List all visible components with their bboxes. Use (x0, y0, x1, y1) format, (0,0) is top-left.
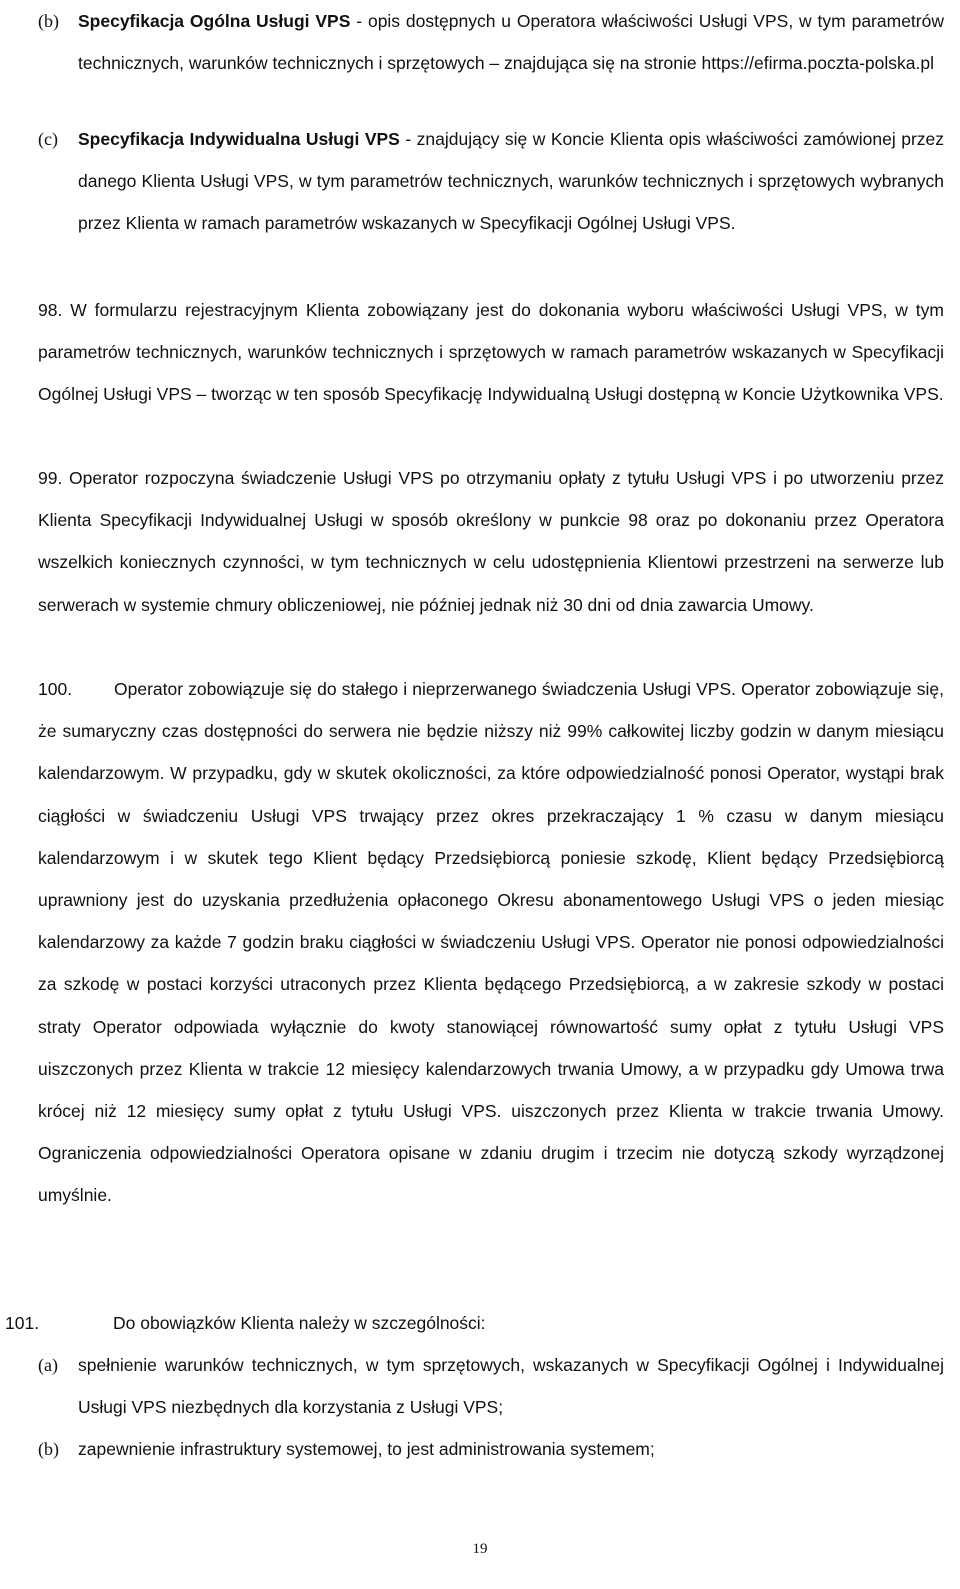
item-label: (b) (38, 11, 59, 31)
paragraph-text: W formularzu rejestracyjnym Klienta zobowiązany jest do dokonania wyboru właściwości Usługi VPS, w tym parametrów technicznych, warunków technicznych i sprzętowych w ramach parametrów wskazanych w Specyfikacji Ogólnej Usługi VPS – tworząc w ten sposób Specyfikację Indywidualną Usługi dostępną w Koncie Użytkownika VPS. (38, 300, 944, 405)
term-title: Specyfikacja Ogólna Usługi VPS (78, 11, 351, 31)
paragraph-number: 101. (5, 1313, 40, 1333)
definition-c (38, 118, 944, 245)
definition-b (38, 0, 944, 84)
definition-text: - opis dostępnych u Operatora właściwości Usługi VPS, w tym parametrów technicznych, warunków technicznych i sprzętowych – znajdująca się na stronie https://efirma.poczta-polska.pl (78, 11, 944, 74)
obligation-b (38, 1428, 944, 1470)
definition-text: - znajdujący się w Koncie Klienta opis właściwości zamówionej przez danego Klienta Usługi VPS, w tym parametrów technicznych, warunków technicznych i sprzętowych wybranych przez Klienta w ramach parametrów wskazanych w Specyfikacji Ogólnej Usługi VPS. (78, 129, 945, 234)
paragraph-99 (38, 457, 944, 626)
paragraph-number: 99. (38, 468, 63, 488)
paragraph-number: 98. (38, 300, 63, 320)
paragraph-text: Operator rozpoczyna świadczenie Usługi VPS po otrzymaniu opłaty z tytułu Usługi VPS i po utworzeniu przez Klienta Specyfikacji Indywidualnej Usługi w sposób określony w punkcie 98 oraz po dokonaniu przez Operatora wszelkich koniecznych czynności, w tym technicznych w celu udostępnienia Klientowi przestrzeni na serwerze lub serwerach w systemie chmury obliczeniowej, nie później jednak niż 30 dni od dnia zawarcia Umowy. (38, 468, 944, 615)
term-title: Specyfikacja Indywidualna Usługi VPS (78, 129, 400, 149)
paragraph-text: Operator zobowiązuje się do stałego i nieprzerwanego świadczenia Usługi VPS. Operator zobowiązuje się, że sumaryczny czas dostępności do serwera nie będzie niższy niż 99% całkowitej liczby godzin w danym miesiącu kalendarzowym. W przypadku, gdy w skutek okoliczności, za które odpowiedzialność ponosi Operator, wystąpi brak ciągłości w świadczeniu Usługi VPS trwający przez okres przekraczający 1 % czasu w danym miesiącu kalendarzowym i w skutek tego Klient będący Przedsiębiorcą poniesie szkodę, Klient będący Przedsiębiorcą uprawniony jest do uzyskania przedłużenia opłaconego Okresu abonamentowego Usługi VPS o jeden miesiąc kalendarzowy za każde 7 godzin braku ciągłości w świadczeniu Usługi VPS. Operator nie ponosi odpowiedzialności za szkodę w postaci korzyści utraconych przez Klienta będącego Przedsiębiorcą, a w zakresie szkody w postaci straty Operator odpowiada wyłącznie do kwoty stanowiącej równowartość sumy opłat z tytułu Usługi VPS uiszczonych przez Klienta w trakcie 12 miesięcy kalendarzowych trwania Umowy, a w przypadku gdy Umowa trwa krócej niż 12 miesięcy sumy opłat z tytułu Usługi VPS. uiszczonych przez Klienta w trakcie trwania Umowy. Ograniczenia odpowiedzialności Operatora opisane w zdaniu drugim i trzecim nie dotyczą szkody wyrządzonej umyślnie. (38, 679, 944, 1206)
item-label: (a) (38, 1355, 58, 1375)
obligation-text: zapewnienie infrastruktury systemowej, to jest administrowania systemem; (78, 1439, 655, 1459)
obligation-text: spełnienie warunków technicznych, w tym sprzętowych, wskazanych w Specyfikacji Ogólnej i Indywidualnej Usługi VPS niezbędnych dla korzystania z Usługi VPS; (78, 1355, 944, 1418)
paragraph-98 (38, 289, 944, 416)
paragraph-number: 100. (38, 679, 73, 699)
paragraph-text: Do obowiązków Klienta należy w szczególności: (113, 1313, 486, 1333)
page-number: 19 (472, 1541, 488, 1557)
obligation-a (38, 1344, 944, 1428)
paragraph-100 (38, 668, 944, 1217)
item-label: (c) (38, 129, 58, 149)
paragraph-101 (5, 1302, 944, 1344)
item-label: (b) (38, 1439, 59, 1459)
